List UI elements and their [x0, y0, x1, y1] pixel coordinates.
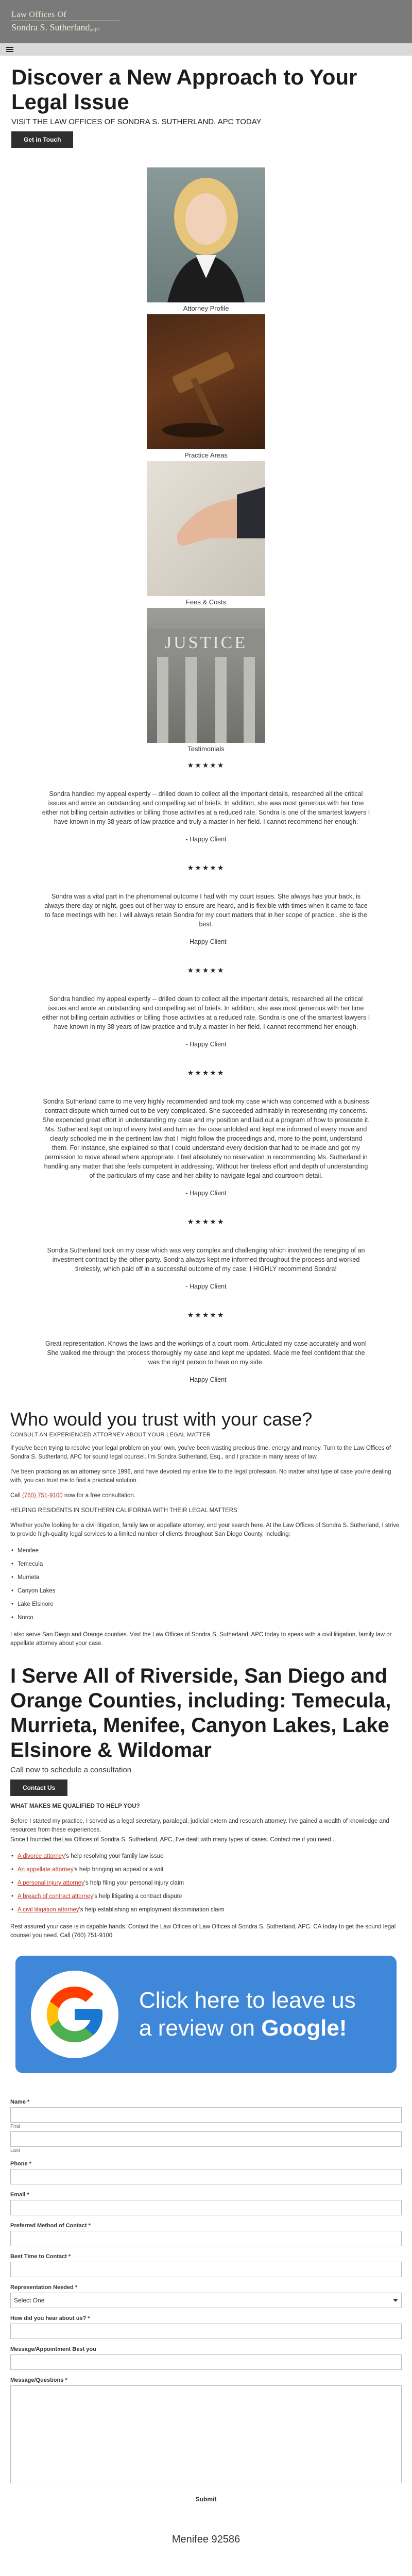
rating-stars: ★★★★★ [187, 761, 225, 769]
handshake-icon [147, 461, 265, 596]
message-label: Message/Questions * [10, 2377, 67, 2383]
google-review-banner[interactable] [15, 1956, 397, 2073]
hero-title: Discover a New Approach to Your Legal Issue [11, 65, 357, 114]
personal-injury-attorney-link[interactable]: A personal injury attorney [18, 1880, 84, 1886]
testimonials-image[interactable] [147, 608, 265, 743]
who-paragraph: I also serve San Diego and Orange counties. Visit the Law Offices of Sondra S. Sutherland, APC today to speak with a civil litigation, family law or appellate attorney about your case. [10, 1632, 392, 1647]
logo-line-1: Law Offices Of [11, 10, 67, 19]
hamburger-menu-icon[interactable] [6, 47, 13, 52]
review-text: Sondra handled my appeal expertly -- drilled down to collect all the important details, researched all the critical issues and wrote an outstanding and compelling set of briefs. In addition, she was most generous with her time either not billing certain activities or billing those activities at a reduced rate. Sondra is one of the smartest lawyers I have known in my 38 years of law practice and truly a master in her field. I cannot recommend her enough. [42, 995, 370, 1030]
list-item [10, 1850, 402, 1863]
rating-stars: ★★★★★ [187, 1069, 225, 1077]
banner-line-2-prefix: a review on [139, 2015, 262, 2041]
banner-text [139, 1987, 356, 2042]
contact-us-button[interactable]: Contact Us [10, 1780, 67, 1796]
list-item [10, 1863, 402, 1876]
get-in-touch-button[interactable]: Get in Touch [11, 131, 73, 148]
who-title: Who would you trust with your case? [10, 1409, 313, 1430]
banner-line-1: Click here to leave us [139, 1988, 356, 2013]
breach-of-contract-attorney-link[interactable]: A breach of contract attorney [18, 1893, 94, 1900]
list-item [10, 1876, 402, 1890]
logo-name: Sondra S. Sutherland, [11, 22, 92, 32]
hear-about-label: How did you hear about us? * [10, 2315, 90, 2321]
first-name-input[interactable] [10, 2107, 402, 2123]
representation-select[interactable] [10, 2293, 402, 2308]
phone-input[interactable] [10, 2169, 402, 2184]
review-author: - Happy Client [185, 1376, 227, 1383]
site-logo[interactable] [11, 10, 119, 34]
hero-subtitle: VISIT THE LAW OFFICES OF SONDRA S. SUTHERLAND, APC TODAY [11, 117, 262, 126]
chevron-down-icon [393, 2299, 398, 2302]
phone-link[interactable]: (760) 751-9100 [22, 1493, 63, 1499]
site-header [0, 0, 412, 43]
review-text: Sondra Sutherland took on my case which was very complex and challenging which involved the reneging of an investment contract by the other party. Sondra always kept me informed throughout the process and worked tirelessly, which paid off in a successful outcome of my case. I HIGHLY recommend Sondra! [47, 1247, 365, 1273]
reviews-section [0, 761, 412, 1383]
city-list [10, 1544, 402, 1624]
review-author: - Happy Client [185, 836, 227, 843]
email-label: Email * [10, 2192, 29, 2198]
list-item: • Canyon Lakes [10, 1584, 402, 1598]
svg-text:JUSTICE: JUSTICE [164, 633, 248, 652]
practice-areas-image[interactable] [147, 314, 265, 449]
banner-line-2 [139, 2014, 356, 2042]
logo-suffix: apc [92, 26, 100, 32]
serve-call-line: Call now to schedule a consultation [10, 1766, 132, 1774]
name-label: Name * [10, 2099, 30, 2105]
appellate-attorney-link[interactable]: An appellate attorney [18, 1867, 74, 1873]
gavel-icon [147, 314, 265, 449]
list-item-text: 's help litigating a contract dispute [93, 1893, 182, 1900]
contact-form [0, 2099, 412, 2503]
rating-stars: ★★★★★ [187, 966, 225, 974]
contact-method-input[interactable] [10, 2231, 402, 2246]
call-prefix: Call [10, 1493, 23, 1499]
best-time-input[interactable] [10, 2262, 402, 2277]
first-name-sublabel: First [10, 2124, 21, 2129]
rating-stars: ★★★★★ [187, 1311, 225, 1319]
civil-litigation-attorney-link[interactable]: A civil litigation attorney [18, 1907, 79, 1913]
list-item-text: 's help establishing an employment discrimination claim [79, 1907, 225, 1913]
list-item: • Lake Elsinore [10, 1598, 402, 1611]
fees-costs-image[interactable] [147, 461, 265, 596]
rating-stars: ★★★★★ [187, 863, 225, 872]
who-section [0, 1409, 412, 1940]
list-item [10, 1890, 402, 1903]
attorney-portrait-icon [147, 167, 265, 302]
google-logo-icon [31, 1971, 118, 2058]
who-paragraph: I've been practicing as an attorney since 1996, and have devoted my entire life to the legal profession. No matter what type of case you're dealing with, you can trust me to find a practical solution. [10, 1469, 391, 1484]
list-item: • Menifee [10, 1544, 402, 1557]
review-author: - Happy Client [185, 1190, 227, 1197]
phone-label: Phone * [10, 2161, 31, 2167]
list-item-text: 's help filing your personal injury claim [84, 1880, 184, 1886]
tile-label-testimonials[interactable]: Testimonials [187, 745, 225, 753]
appointment-label: Message/Appointment Best you [10, 2346, 96, 2352]
serve-paragraph: Before I started my practice, I served as a legal secretary, paralegal, judicial extern and research attorney. I've gained a wealth of knowledge and resources from these experiences. [10, 1818, 389, 1833]
last-name-input[interactable] [10, 2131, 402, 2147]
tile-label-fees-costs[interactable]: Fees & Costs [185, 598, 227, 606]
hero-section [0, 56, 412, 155]
helping-title: HELPING RESIDENTS IN SOUTHERN CALIFORNIA WITH THEIR LEGAL MATTERS [10, 1507, 237, 1514]
divorce-attorney-link[interactable]: A divorce attorney [18, 1853, 65, 1859]
appointment-input[interactable] [10, 2354, 402, 2370]
submit-button[interactable]: Submit [195, 2496, 217, 2503]
serve-paragraph: Since I founded theLaw Offices of Sondra S. Sutherland, APC, I've dealt with many types of cases. Contact me if you need... [10, 1837, 336, 1843]
review-author: - Happy Client [185, 1283, 227, 1290]
review-text: Sondra was a vital part in the phenomenal outcome I had with my court issues. She always has your back, is always there day or night, goes out of her way to ensure are heard, and is flexible with times when it came to face to face meetings with her. I will always retain Sondra for my court matters that in her scope of practice.. she is the best. [44, 893, 368, 928]
message-textarea[interactable] [10, 2385, 402, 2483]
feature-tiles [147, 167, 265, 755]
list-item: • Temecula [10, 1557, 402, 1571]
representation-select-value: Select One [14, 2297, 45, 2304]
who-subtitle: CONSULT AN EXPERIENCED ATTORNEY ABOUT YOUR LEGAL MATTER [10, 1432, 211, 1438]
representation-label: Representation Needed * [10, 2284, 78, 2291]
review-text: Sondra handled my appeal expertly -- drilled down to collect all the important details, researched all the critical issues and wrote an outstanding and compelling set of briefs. In addition, she was most generous with her time either not billing certain activities or billing those activities at a reduced rate. Sondra is one of the smartest lawyers I have known in my 38 years of law practice and truly a master in her field. I cannot recommend her enough. [42, 790, 370, 825]
list-item-text: 's help resolving your family law issue [65, 1853, 164, 1859]
who-paragraph: Whether you're looking for a civil litigation, family law or appellate attorney, end your search here. At the Law Offices of Sondra S. Sutherland, I strive to provide high-quality legal services to a limited number of clients throughout San Diego County, including: [10, 1522, 400, 1537]
review-author: - Happy Client [185, 1041, 227, 1048]
contact-method-label: Preferred Method of Contact * [10, 2223, 91, 2229]
review-text: Sondra Sutherland came to me very highly recommended and took my case which was concerned with a business contract dispute which turned out to be very complicated. She succeeded admirably in representing my concerns. She expended great effort in understanding my case and my position and laid out a program of how to prosecute it. Ms. Sutherland kept on top of every twist and turn as the case unfolded and kept me informed of every move and clearly schooled me in the pertinent law that I might follow the proceedings and, more to the point, understand them. For instance, she explained so that I could understand every decision that had to be made and got my permission to move ahead where appropriate. I feel absolutely no reservation in recommending Ms. Sutherland in handling any matter that she feels competent in addressing. Without her tireless effort and depth of understanding of the particulars of my case and her ability to navigate legal and courtroom detail. [42, 1098, 370, 1179]
services-list [10, 1850, 402, 1917]
tile-label-attorney-profile[interactable]: Attorney Profile [183, 304, 229, 312]
tile-label-practice-areas[interactable]: Practice Areas [184, 451, 228, 459]
list-item [10, 1903, 402, 1917]
best-time-label: Best Time to Contact * [10, 2253, 71, 2260]
review-author: - Happy Client [185, 938, 227, 945]
list-item: • Norco [10, 1611, 402, 1624]
logo-line-2 [11, 22, 119, 34]
email-input[interactable] [10, 2200, 402, 2215]
who-paragraph: If you've been trying to resolve your legal problem on your own, you've been wasting precious time, energy and money. Turn to the Law Offices of Sondra S. Sutherland, APC for sound legal counsel. I'm Sondra Sutherland, Esq., and I practice in many areas of law. [10, 1445, 391, 1460]
serve-title: I Serve All of Riverside, San Diego and Orange Counties, including: Temecula, Murrieta, Menifee, Canyon Lakes, Lake Elsinore & Wildomar [10, 1665, 391, 1761]
courthouse-icon [147, 608, 265, 743]
call-suffix: now for a free consultation. [62, 1493, 135, 1499]
rating-stars: ★★★★★ [187, 1217, 225, 1226]
qualified-title: WHAT MAKES ME QUALIFIED TO HELP YOU? [10, 1803, 140, 1809]
city-line: Menifee 92586 [171, 2534, 241, 2545]
last-name-sublabel: Last [10, 2148, 20, 2154]
hear-about-input[interactable] [10, 2324, 402, 2339]
call-paragraph [10, 1492, 402, 1500]
review-text: Great representation. Knows the laws and the workings of a court room. Articulated my case accurately and won! She walked me through the process thoroughly my case and kept me updated. Made me feel confident that she was the right person to have on my side. [45, 1340, 367, 1366]
banner-google-word: Google! [261, 2015, 347, 2041]
list-item: • Murrieta [10, 1571, 402, 1584]
list-item-text: 's help bringing an appeal or a writ [73, 1867, 164, 1873]
nav-bar [0, 43, 412, 56]
serve-paragraph: Rest assured your case is in capable hands. Contact the Law Offices of Law Offices of Sondra S. Sutherland, APC. CA today to get the sound legal counsel you need. Call (760) 751-9100 [10, 1924, 396, 1939]
attorney-profile-image[interactable] [147, 167, 265, 302]
